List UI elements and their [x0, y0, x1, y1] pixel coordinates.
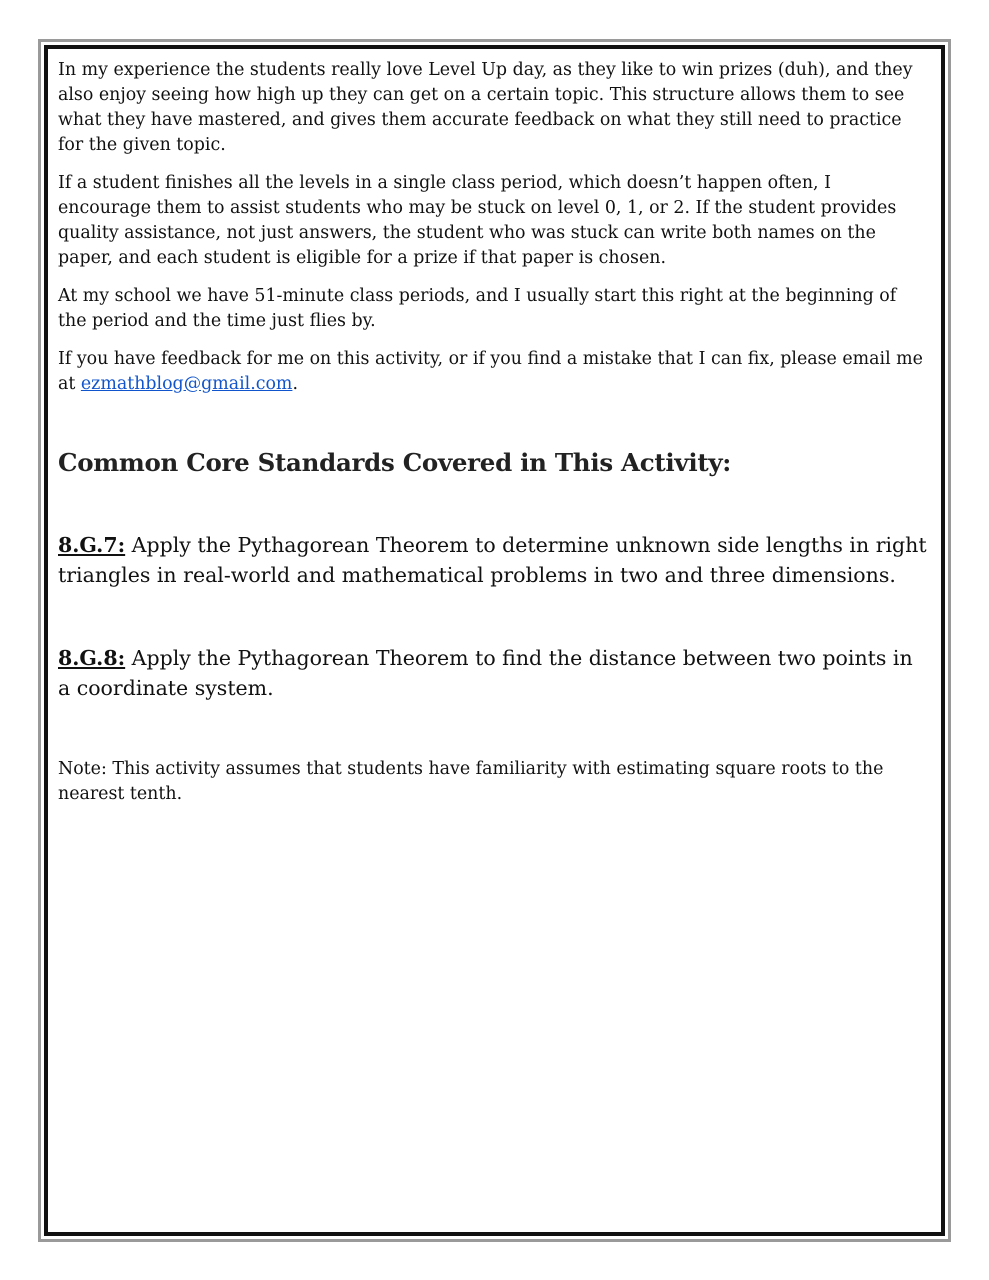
paragraph-finishing-early: If a student finishes all the levels in a single class period, which doesn’t happen often, I encourage them to assist students who may be stuck on level 0, 1, or 2. If the student provides quality assistance, not just answers, the student who was stuck can write both names on the paper, and each student is eligible for a prize if that paper is chosen. — [58, 173, 897, 268]
standard-text: Apply the Pythagorean Theorem to determine unknown side lengths in right triangles in real-world and mathematical problems in two and three dimensions. — [58, 533, 927, 587]
feedback-text: If you have feedback for me on this activity, or if you find a mistake that I can fix, please email me at — [58, 349, 923, 394]
feedback-period: . — [292, 374, 298, 394]
document-content — [58, 58, 928, 807]
standard-code: 8.G.7: — [58, 533, 126, 557]
paragraph-feedback — [58, 347, 928, 397]
standard-text: Apply the Pythagorean Theorem to find the distance between two points in a coordinate system. — [58, 646, 913, 700]
standard-8g7 — [58, 531, 928, 590]
standard-code: 8.G.8: — [58, 646, 126, 670]
paragraph-level-up-day: In my experience the students really love Level Up day, as they like to win prizes (duh), and they also enjoy seeing how high up they can get on a certain topic. This structure allows them to see what they have mastered, and gives them accurate feedback on what they still need to practice for the given topic. — [58, 60, 913, 155]
standards-heading: Common Core Standards Covered in This Activity: — [58, 448, 732, 477]
note-paragraph: Note: This activity assumes that students have familiarity with estimating square roots to the nearest tenth. — [58, 759, 884, 804]
email-link[interactable]: ezmathblog@gmail.com — [80, 374, 293, 394]
standard-8g8 — [58, 644, 928, 703]
paragraph-class-periods: At my school we have 51-minute class periods, and I usually start this right at the beginning of the period and the time just flies by. — [58, 286, 897, 331]
